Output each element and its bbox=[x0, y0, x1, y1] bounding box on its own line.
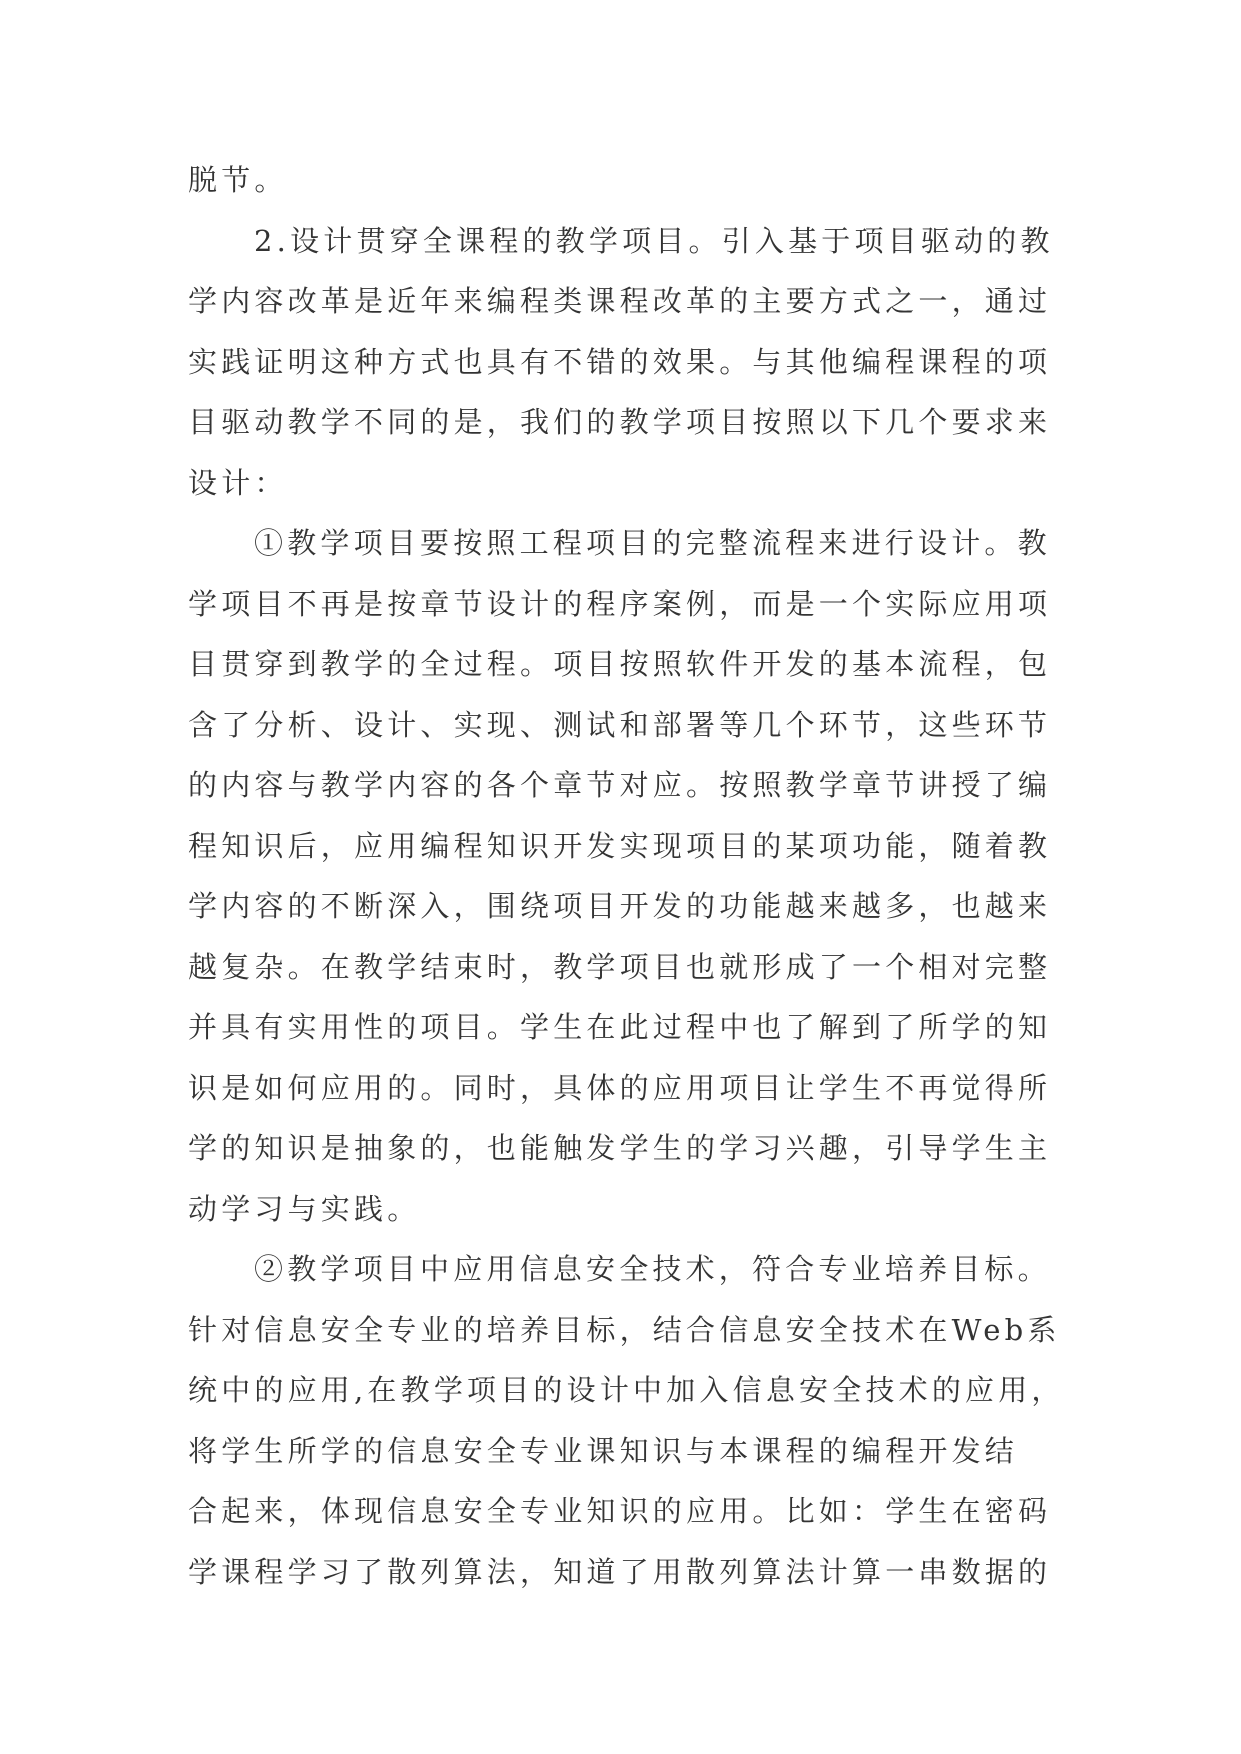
text-line: 脱节。 bbox=[188, 163, 288, 197]
text-line: 越复杂。在教学结束时，教学项目也就形成了一个相对完整 bbox=[188, 949, 1052, 984]
text-line: ②教学项目中应用信息安全技术，符合专业培养目标。 bbox=[254, 1252, 1051, 1286]
text-line: 学内容改革是近年来编程类课程改革的主要方式之一，通过 bbox=[188, 284, 1052, 318]
text-line: 学的知识是抽象的，也能触发学生的学习兴趣，引导学生主 bbox=[188, 1131, 1052, 1165]
text-line: 的内容与教学内容的各个章节对应。按照教学章节讲授了编 bbox=[188, 768, 1052, 802]
text-line: 目贯穿到教学的全过程。项目按照软件开发的基本流程，包 bbox=[188, 647, 1052, 681]
text-line: 学内容的不断深入，围绕项目开发的功能越来越多，也越来 bbox=[188, 889, 1052, 923]
text-line: ①教学项目要按照工程项目的完整流程来进行设计。教 bbox=[254, 526, 1051, 560]
text-line: 目驱动教学不同的是，我们的教学项目按照以下几个要求来 bbox=[188, 405, 1052, 439]
text-line: 识是如何应用的。同时，具体的应用项目让学生不再觉得所 bbox=[188, 1070, 1052, 1105]
text-line: 统中的应用,在教学项目的设计中加入信息安全技术的应用， bbox=[188, 1373, 1065, 1407]
text-line: 动学习与实践。 bbox=[188, 1191, 421, 1226]
text-line: 实践证明这种方式也具有不错的效果。与其他编程课程的项 bbox=[188, 344, 1052, 379]
text-line: 程知识后，应用编程知识开发实现项目的某项功能，随着教 bbox=[188, 828, 1052, 863]
text-line: 2.设计贯穿全课程的教学项目。引入基于项目驱动的教 bbox=[254, 223, 1054, 258]
text-line: 并具有实用性的项目。学生在此过程中也了解到了所学的知 bbox=[188, 1010, 1052, 1044]
text-line: 含了分析、设计、实现、测试和部署等几个环节，这些环节 bbox=[188, 707, 1052, 742]
text-line: 将学生所学的信息安全专业课知识与本课程的编程开发结 bbox=[188, 1433, 1019, 1468]
text-line: 学课程学习了散列算法，知道了用散列算法计算一串数据的 bbox=[188, 1554, 1052, 1589]
text-line: 合起来，体现信息安全专业知识的应用。比如：学生在密码 bbox=[188, 1494, 1052, 1528]
text-line: 设计： bbox=[188, 465, 288, 500]
body-text bbox=[188, 150, 1065, 1602]
text-line: 针对信息安全专业的培养目标，结合信息安全技术在Web系 bbox=[188, 1312, 1061, 1347]
text-line: 学项目不再是按章节设计的程序案例，而是一个实际应用项 bbox=[188, 586, 1052, 621]
